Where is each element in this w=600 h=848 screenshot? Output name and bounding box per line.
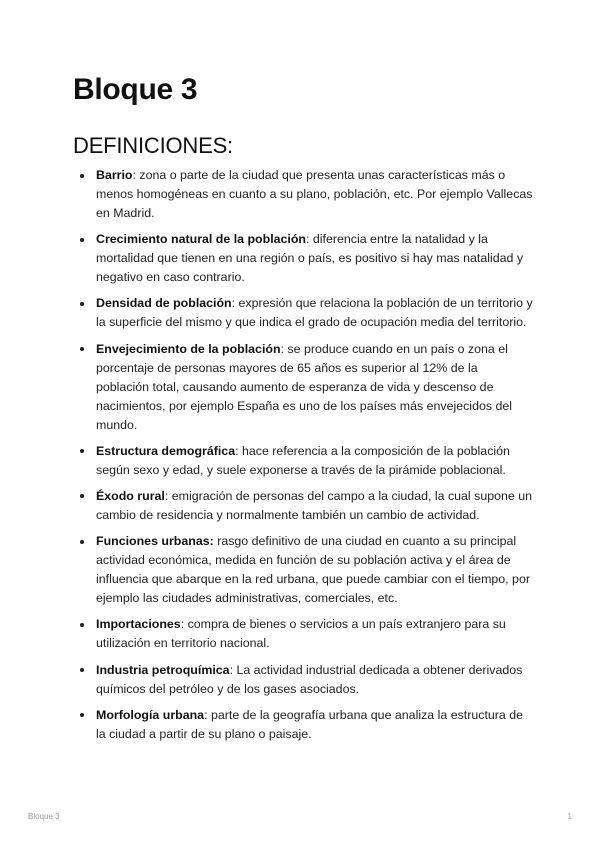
definition-term: Importaciones — [96, 617, 181, 632]
definition-text: rasgo definitivo de una ciudad en cuanto a su principal actividad económica, medida en función de su población activa y el área de influencia que abarque en la red urbana, que puede cambiar con el tiempo, por ejemplo las ciudades administrativas, comerciales, etc. — [96, 534, 530, 606]
definitions-list — [73, 166, 533, 751]
definition-estructura-demografica — [73, 442, 533, 480]
bullet-icon — [80, 302, 84, 306]
definition-exodo-rural — [73, 487, 533, 525]
footer-page-number: 1 — [567, 812, 572, 821]
bullet-icon — [80, 668, 84, 672]
definition-separator: : — [235, 443, 242, 458]
bullet-icon — [80, 494, 84, 498]
definition-separator: : — [231, 296, 239, 311]
definition-text: se produce cuando en un país o zona el porcentaje de personas mayores de 65 años es superior al 12% de la población total, causando aumento de esperanza de vida y descenso de nacimientos, por ejemplo España es uno de los países más envejecidos del mundo. — [96, 341, 513, 432]
bullet-icon — [80, 174, 84, 178]
bullet-icon — [80, 449, 84, 453]
definition-text: parte de la geografía urbana que analiza la estructura de la ciudad a partir de su plano o paisaje. — [96, 707, 524, 741]
bullet-icon — [80, 713, 84, 717]
bullet-icon — [80, 238, 84, 242]
definition-text: compra de bienes o servicios a un país extranjero para su utilización en territorio nacional. — [96, 617, 506, 651]
definition-crecimiento-natural — [73, 230, 533, 287]
definition-densidad — [73, 294, 533, 332]
definition-term: Morfología urbana — [96, 707, 205, 722]
definition-text: hace referencia a la composición de la población según sexo y edad, y suele exponerse a través de la pirámide poblacional. — [96, 443, 510, 477]
definition-term: Éxodo rural — [96, 488, 165, 503]
definition-separator: : — [280, 341, 288, 356]
definition-text: La actividad industrial dedicada a obtener derivados químicos del petróleo y de los gases asociados. — [96, 662, 523, 696]
footer-document-name: Bloque 3 — [28, 812, 60, 821]
definition-text: emigración de personas del campo a la ciudad, la cual supone un cambio de residencia y normalmente también un cambio de actividad. — [96, 488, 532, 522]
definition-text: zona o parte de la ciudad que presenta unas características más o menos homogéneas en cuanto a su plano, población, etc. Por ejemplo Vallecas en Madrid. — [96, 168, 533, 220]
definition-separator: : — [132, 168, 140, 182]
definition-text: expresión que relaciona la población de un territorio y la superficie del mismo y que indica el grado de ocupación media del territorio. — [96, 296, 533, 330]
definition-funciones-urbanas — [73, 532, 533, 608]
definition-barrio — [73, 166, 533, 223]
definition-term: Densidad de población — [96, 296, 232, 311]
definition-term: Estructura demográfica — [96, 443, 236, 458]
bullet-icon — [80, 540, 84, 544]
bullet-icon — [80, 623, 84, 627]
definition-separator: : — [229, 662, 237, 677]
definition-text: diferencia entre la natalidad y la mortalidad que tienen en una región o país, es positivo si hay mas natalidad y negativo en caso contrario. — [96, 232, 524, 285]
definition-term: Industria petroquímica — [96, 662, 230, 677]
definition-separator: : — [180, 617, 188, 632]
definition-term: Funciones urbanas: — [96, 534, 214, 549]
definition-term: Crecimiento natural de la población — [96, 232, 306, 247]
definition-envejecimiento — [73, 340, 533, 435]
definition-importaciones — [73, 615, 533, 653]
bullet-icon — [80, 347, 84, 351]
definition-separator: : — [164, 488, 172, 503]
definition-morfologia-urbana — [73, 706, 533, 744]
definition-separator: : — [306, 232, 313, 247]
page-title: Bloque 3 — [73, 73, 198, 106]
definition-term: Barrio — [96, 168, 133, 182]
definition-industria-petroquimica — [73, 661, 533, 699]
section-title: DEFINICIONES: — [73, 133, 233, 158]
definition-term: Envejecimiento de la población — [96, 341, 281, 356]
definition-separator: : — [204, 707, 211, 722]
